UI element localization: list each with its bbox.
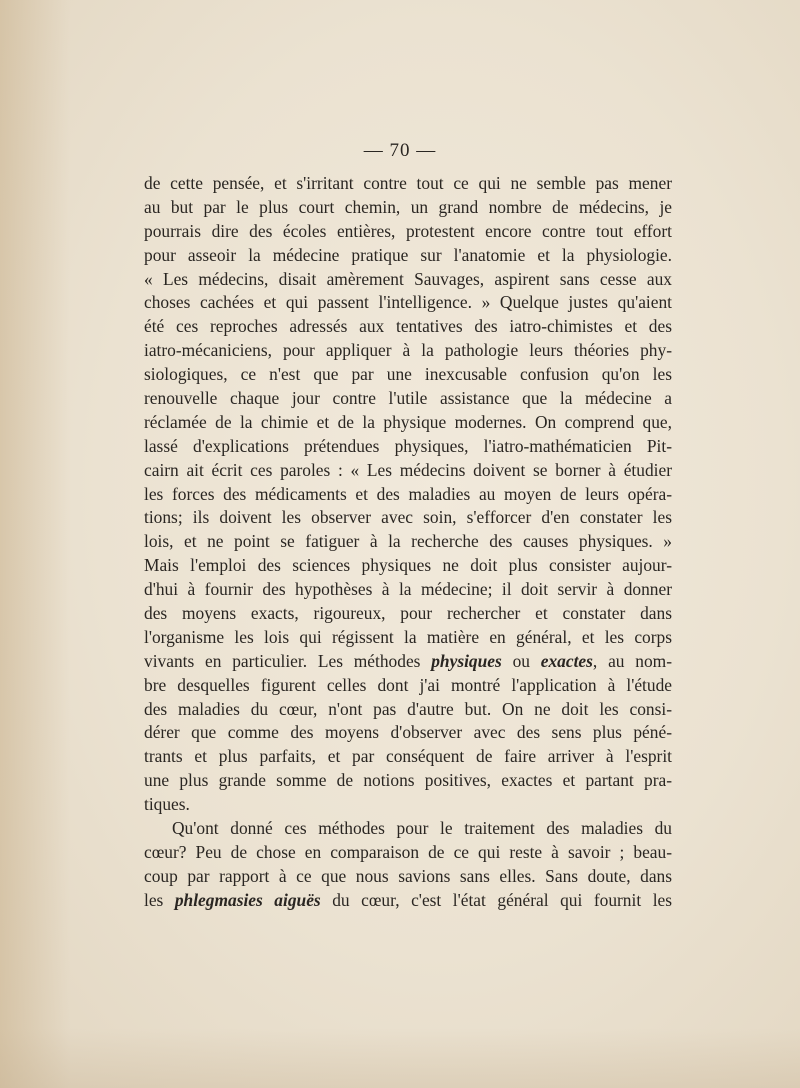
text-line: siologiques, ce n'est que par une inexcusable confusion qu'on les	[144, 364, 672, 385]
text-segment: vivants en particulier. Les méthodes	[144, 650, 432, 671]
text-line: l'organisme les lois qui régissent la matière en général, et les corps	[144, 626, 672, 647]
emphasis-phlegmasies: phlegmasies aiguës	[174, 889, 321, 910]
text-line: les forces des médicaments et des maladies au moyen de leurs opéra-	[144, 483, 672, 504]
text-line: coup par rapport à ce que nous savions sans elles. Sans doute, dans	[144, 865, 672, 886]
text-line: été ces reproches adressés aux tentatives des iatro-chimistes et des	[144, 316, 672, 337]
text-line: cairn ait écrit ces paroles : « Les médecins doivent se borner à étudier	[144, 459, 672, 480]
page-shadow-bottom	[0, 1028, 800, 1088]
text-segment: ou	[501, 650, 541, 671]
text-line: lois, et ne point se fatiguer à la recherche des causes physiques. »	[144, 531, 672, 552]
text-line: dérer que comme des moyens d'observer avec des sens plus péné-	[144, 722, 672, 743]
text-line: Mais l'emploi des sciences physiques ne doit plus consister aujour-	[144, 555, 672, 576]
text-line: pour asseoir la médecine pratique sur l'anatomie et la physiologie.	[144, 244, 672, 265]
page-number: — 70 —	[363, 140, 437, 161]
emphasis-exactes: exactes	[540, 650, 593, 671]
emphasis-physiques: physiques	[431, 650, 502, 671]
text-line: une plus grande somme de notions positives, exactes et partant pra-	[144, 770, 672, 791]
text-line: des maladies du cœur, n'ont pas d'autre but. On ne doit les consi-	[144, 698, 672, 719]
text-line: des moyens exacts, rigoureux, pour rechercher et constater dans	[144, 603, 672, 624]
text-line: Qu'ont donné ces méthodes pour le traitement des maladies du	[172, 818, 672, 839]
text-line: choses cachées et qui passent l'intelligence. » Quelque justes qu'aient	[144, 292, 672, 313]
text-line: lassé d'explications prétendues physiques, l'iatro-mathématicien Pit-	[144, 435, 672, 456]
body-text	[144, 172, 672, 913]
page-shadow-left	[0, 0, 70, 1088]
text-line: cœur? Peu de chose en comparaison de ce qui reste à savoir ; beau-	[144, 841, 672, 862]
text-segment: les	[144, 889, 175, 910]
text-segment: du cœur, c'est l'état général qui fournit les	[320, 889, 672, 910]
text-line: d'hui à fournir des hypothèses à la médecine; il doit servir à donner	[144, 579, 672, 600]
text-segment: , au nom-	[592, 650, 672, 671]
text-line: de cette pensée, et s'irritant contre tout ce qui ne semble pas mener	[144, 173, 672, 193]
text-line	[144, 889, 672, 913]
text-line: réclamée de la chimie et de la physique modernes. On comprend que,	[144, 411, 672, 432]
text-line: pourrais dire des écoles entières, protestent encore contre tout effort	[144, 220, 672, 241]
text-line: bre desquelles figurent celles dont j'ai montré l'application à l'étude	[144, 674, 672, 695]
text-line: tiques.	[144, 794, 190, 815]
text-line: renouvelle chaque jour contre l'utile assistance que la médecine a	[144, 388, 672, 409]
text-line	[144, 650, 672, 674]
text-line: au but par le plus court chemin, un grand nombre de médecins, je	[144, 196, 672, 217]
text-line: tions; ils doivent les observer avec soin, s'efforcer d'en constater les	[144, 507, 672, 528]
text-line: iatro-mécaniciens, pour appliquer à la pathologie leurs théories phy-	[144, 340, 672, 361]
text-line: trants et plus parfaits, et par conséquent de faire arriver à l'esprit	[144, 746, 672, 767]
text-line: « Les médecins, disait amèrement Sauvages, aspirent sans cesse aux	[144, 268, 672, 289]
